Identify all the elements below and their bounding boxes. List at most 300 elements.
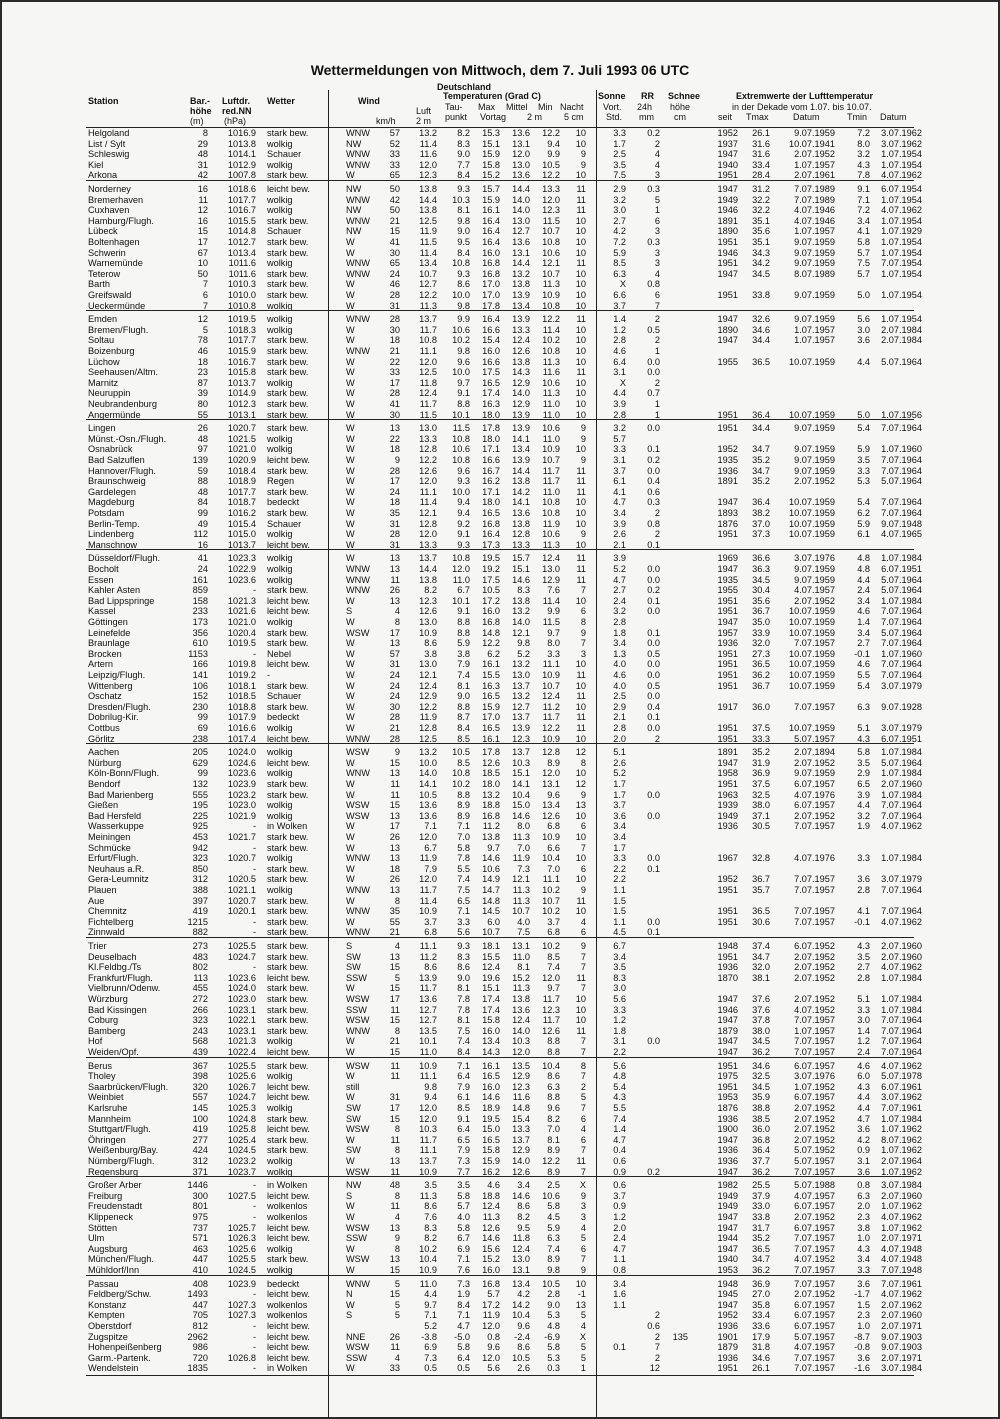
tmin-cell: 1.2 <box>857 1036 870 1047</box>
table-row <box>0 973 1000 983</box>
rr-cell: 3 <box>654 247 660 258</box>
tmin-cell: 5.3 <box>857 476 870 487</box>
wind-speed-cell: 5 <box>394 1299 400 1310</box>
taupunkt-cell: 5.9 <box>457 638 470 649</box>
datum1-cell: 10.07.1959 <box>789 617 835 627</box>
datum2-cell: 7.07.1954 <box>881 258 922 269</box>
datum1-cell: 2.07.1952 <box>794 1113 835 1124</box>
luftdruck-cell: 1023.6 <box>227 972 256 983</box>
max-cell: 18.8 <box>482 1190 500 1201</box>
rr-cell: 3 <box>654 170 660 181</box>
datum1-cell: 4.07.1946 <box>794 215 835 226</box>
luftdruck-cell: 1025.5 <box>227 1060 256 1071</box>
tmin-cell: 1.4 <box>857 1025 870 1036</box>
seit-cell: 1947 <box>717 149 738 160</box>
nacht-cell: 6 <box>580 606 586 617</box>
tmax-cell: 35.2 <box>752 455 770 465</box>
min-cell: 12.0 <box>542 768 560 779</box>
luft-cell: 12.4 <box>419 388 437 399</box>
hoehe-cell: 801 <box>192 1201 208 1212</box>
luftdruck-cell: 1018.7 <box>227 497 256 508</box>
table-row <box>0 821 1000 831</box>
datum1-cell: 2.07.1952 <box>794 476 835 487</box>
datum2-cell: 2.07.1971 <box>881 1321 922 1331</box>
mittel-cell: 14.6 <box>512 810 530 821</box>
table-row <box>0 832 1000 842</box>
min-cell: 9.9 <box>547 149 560 160</box>
station-cell: Freudenstadt <box>88 1201 143 1212</box>
tmin-cell: 5.8 <box>857 237 870 247</box>
group-divider <box>86 419 914 420</box>
wind-speed-cell: 50 <box>389 184 400 194</box>
luftdruck-cell: 1015.8 <box>227 367 256 378</box>
tmin-cell: 5.7 <box>857 247 870 258</box>
tmax-cell: 36.8 <box>752 1134 770 1145</box>
seit-cell: 1917 <box>717 701 738 712</box>
luft-cell: 8.2 <box>424 585 437 596</box>
header-luft3: (hPa) <box>224 116 247 126</box>
min-cell: 9.7 <box>547 983 560 994</box>
wind-speed-cell: 15 <box>389 800 400 811</box>
min-cell: 10.2 <box>542 885 560 895</box>
max-cell: 15.5 <box>482 951 500 962</box>
wind-speed-cell: 42 <box>389 194 400 205</box>
rr-cell: 12 <box>649 1363 660 1374</box>
nacht-cell: 5 <box>580 1310 586 1321</box>
datum2-cell: 1.07.1954 <box>881 247 922 258</box>
rr-cell: 2 <box>654 1352 660 1363</box>
rr-cell: 2 <box>654 314 660 325</box>
tmax-cell: 27.0 <box>752 1289 770 1300</box>
max-cell: 6.2 <box>487 648 500 659</box>
min-cell: 11.3 <box>542 539 560 550</box>
hoehe-cell: 568 <box>192 1036 208 1047</box>
sonne-cell: 3.3 <box>613 128 626 138</box>
nacht-cell: 7 <box>580 951 586 962</box>
hoehe-cell: 312 <box>192 874 208 885</box>
mittel-cell: 14.0 <box>512 205 530 216</box>
seit-cell: 1947 <box>717 1243 738 1254</box>
luftdruck-cell: 1016.7 <box>227 356 256 367</box>
max-cell: 10.5 <box>482 585 500 596</box>
mittel-cell: 13.4 <box>512 300 530 311</box>
datum1-cell: 4.07.1946 <box>794 205 835 216</box>
hoehe-cell: 29 <box>197 138 208 149</box>
datum1-cell: 9.07.1959 <box>794 574 835 585</box>
taupunkt-cell: 7.4 <box>457 670 470 680</box>
sonne-cell: 0.1 <box>613 1342 626 1353</box>
hoehe-cell: 161 <box>192 574 208 585</box>
luftdruck-cell: 1012.3 <box>227 399 256 409</box>
luft-cell: 10.9 <box>419 1166 437 1177</box>
hoehe-cell: 11 <box>198 194 208 205</box>
tmax-cell: 37.1 <box>752 810 770 821</box>
max-cell: 14.6 <box>482 853 500 864</box>
datum1-cell: 4.07.1952 <box>794 1254 835 1265</box>
taupunkt-cell: 7.7 <box>457 159 470 170</box>
table-row <box>0 994 1000 1004</box>
luft-cell: 9.7 <box>424 1299 437 1310</box>
seit-cell: 1947 <box>717 1047 738 1057</box>
table-row <box>0 378 1000 388</box>
wind-dir-cell: W <box>346 237 355 247</box>
max-cell: 17.4 <box>482 388 500 399</box>
nacht-cell: 10 <box>575 290 586 300</box>
luftdruck-cell: 1020.1 <box>227 906 256 917</box>
wind-dir-cell: WNW <box>346 574 370 585</box>
luft-cell: 12.7 <box>419 279 437 290</box>
taupunkt-cell: 10.6 <box>452 444 470 455</box>
wind-speed-cell: 35 <box>389 508 400 518</box>
tmax-cell: 33.8 <box>752 290 770 300</box>
wind-dir-cell: W <box>346 455 355 465</box>
wind-dir-cell: W <box>346 247 355 258</box>
min-cell: 12.3 <box>542 1004 560 1015</box>
datum1-cell: 10.07.1959 <box>789 409 835 420</box>
header-datum2: Datum <box>880 112 907 122</box>
hoehe-cell: 277 <box>192 1134 208 1145</box>
taupunkt-cell: 8.1 <box>457 983 470 994</box>
taupunkt-cell: 9.3 <box>457 941 470 951</box>
nacht-cell: -1 <box>577 1289 586 1300</box>
sonne-cell: 4.8 <box>613 1071 626 1082</box>
luft-cell: 7.1 <box>424 1310 437 1321</box>
seit-cell: 1945 <box>717 1289 738 1300</box>
tmax-cell: 33.6 <box>752 1321 770 1331</box>
header-ext-a: Extremwerte der Lufttemperatur <box>736 91 874 101</box>
luft-cell: 13.5 <box>419 1025 437 1036</box>
station-cell: Ulm <box>88 1233 105 1244</box>
header-wind: Wind <box>358 96 380 106</box>
sonne-cell: 1.7 <box>613 779 626 789</box>
seit-cell: 1948 <box>717 941 738 951</box>
hoehe-cell: 100 <box>192 1113 208 1124</box>
luft-cell: 12.2 <box>419 701 437 712</box>
min-cell: 12.6 <box>542 1025 560 1036</box>
seit-cell: 1951 <box>717 916 738 927</box>
min-cell: 11.7 <box>542 712 560 723</box>
max-cell: 17.2 <box>482 1299 500 1310</box>
datum2-cell: 3.07.1962 <box>881 128 922 138</box>
table-row <box>0 800 1000 810</box>
table-row <box>0 216 1000 226</box>
tmax-cell: 34.3 <box>752 247 770 258</box>
mittel-cell: 13.0 <box>512 159 530 170</box>
wetter-cell: stark bew. <box>267 290 309 300</box>
table-row <box>0 1071 1000 1081</box>
tmax-cell: 36.4 <box>752 497 770 508</box>
datum1-cell: 9.07.1959 <box>794 290 835 300</box>
table-row <box>0 874 1000 884</box>
datum2-cell: 1.07.1984 <box>881 853 922 864</box>
mittel-cell: 13.6 <box>512 170 530 181</box>
max-cell: 15.8 <box>482 159 500 170</box>
datum2-cell: 1.07.1954 <box>881 194 922 205</box>
datum1-cell: 2.07.1952 <box>794 1134 835 1145</box>
max-cell: 16.1 <box>482 1060 500 1071</box>
mittel-cell: 15.2 <box>512 972 530 983</box>
luft-cell: 6.8 <box>424 927 437 938</box>
min-cell: 4.8 <box>547 1321 560 1331</box>
tmax-cell: 32.6 <box>752 314 770 325</box>
sonne-cell: 4.7 <box>613 497 626 508</box>
tmin-cell: 4.2 <box>857 1134 870 1145</box>
wind-dir-cell: WNW <box>346 1278 370 1289</box>
tmin-cell: 3.6 <box>857 874 870 885</box>
luft-cell: 11.7 <box>419 983 437 994</box>
luft-cell: 12.0 <box>419 874 437 885</box>
sonne-cell: X <box>619 377 626 388</box>
luftdruck-cell: 1024.5 <box>227 1265 256 1275</box>
wetter-cell: leicht bew. <box>267 1321 310 1331</box>
station-cell: Potsdam <box>88 508 125 518</box>
hoehe-cell: 8 <box>202 128 208 138</box>
nacht-cell: 2 <box>580 1081 586 1092</box>
datum2-cell: 7.07.1964 <box>881 1047 922 1057</box>
tmin-cell: 4.6 <box>857 659 870 670</box>
wind-speed-cell: 48 <box>389 1180 400 1191</box>
sonne-cell: 6.7 <box>613 941 626 951</box>
station-cell: Konstanz <box>88 1299 127 1310</box>
datum2-cell: 2.07.1971 <box>881 1233 922 1244</box>
max-cell: 15.7 <box>482 184 500 194</box>
taupunkt-cell: 5.5 <box>457 863 470 874</box>
hoehe-cell: 300 <box>192 1190 208 1201</box>
luftdruck-cell: 1019.2 <box>227 670 256 680</box>
wind-speed-cell: 24 <box>389 268 400 279</box>
taupunkt-cell: 7.5 <box>457 885 470 895</box>
sonne-cell: 1.4 <box>613 1124 626 1135</box>
seit-cell: 1870 <box>717 972 738 983</box>
taupunkt-cell: 6.5 <box>457 1134 470 1145</box>
hoehe-cell: 705 <box>192 1310 208 1321</box>
table-row <box>0 314 1000 324</box>
datum2-cell: 8.07.1962 <box>881 1134 922 1145</box>
station-cell: Feldberg/Schw. <box>88 1289 152 1300</box>
max-cell: 17.5 <box>482 574 500 585</box>
wind-dir-cell: W <box>346 789 355 800</box>
hoehe-cell: 112 <box>193 529 208 540</box>
wetter-cell: stark bew. <box>267 1134 309 1145</box>
seit-cell: 1944 <box>717 1233 738 1244</box>
hoehe-cell: 225 <box>192 810 208 821</box>
station-cell: Gera-Leumnitz <box>88 874 149 885</box>
wetter-cell: Schauer <box>267 691 302 702</box>
luft-cell: 10.1 <box>419 1036 437 1047</box>
nacht-cell: 11 <box>576 574 586 585</box>
datum2-cell: 2.07.1960 <box>881 779 922 789</box>
seit-cell: 1936 <box>717 1352 738 1363</box>
luftdruck-cell: 1016.6 <box>227 723 256 733</box>
tmin-cell: 3.4 <box>857 215 870 226</box>
datum1-cell: 2.07.1952 <box>794 962 835 973</box>
datum1-cell: 6.07.1957 <box>794 1201 835 1212</box>
wetter-cell: bedeckt <box>267 712 300 723</box>
nacht-cell: 10 <box>575 508 586 518</box>
wind-dir-cell: W <box>346 497 355 508</box>
taupunkt-cell: 8.6 <box>457 962 470 973</box>
luftdruck-cell: 1025.6 <box>227 1071 256 1082</box>
datum2-cell: 4.07.1962 <box>881 170 922 181</box>
min-cell: 3.7 <box>547 916 560 927</box>
mittel-cell: 4.0 <box>517 916 530 927</box>
wind-dir-cell: NW <box>346 184 362 194</box>
tmax-cell: 36.5 <box>752 906 770 917</box>
header-sonne-c: Std. <box>606 112 623 122</box>
luftdruck-cell: 1024.7 <box>227 1092 256 1103</box>
max-cell: 16.8 <box>482 518 500 529</box>
station-cell: Großer Arber <box>88 1180 142 1191</box>
nacht-cell: 13 <box>575 1299 586 1310</box>
wind-dir-cell: W <box>346 433 355 444</box>
rr-cell: 0.3 <box>647 497 660 508</box>
hoehe-cell: 31 <box>197 159 208 170</box>
seit-cell: 1955 <box>717 585 738 596</box>
datum2-cell: 4.07.1948 <box>881 1254 922 1265</box>
datum1-cell: 7.07.1989 <box>794 194 835 205</box>
max-cell: 14.6 <box>482 1092 500 1103</box>
taupunkt-cell: 9.4 <box>457 497 470 508</box>
sonne-cell: 1.3 <box>613 648 626 659</box>
min-cell: 11.7 <box>542 465 560 476</box>
mittel-cell: 14.4 <box>512 465 530 476</box>
table-row <box>0 279 1000 289</box>
table-row <box>0 335 1000 345</box>
tmin-cell: 2.0 <box>857 1201 870 1212</box>
rr-cell: 0.2 <box>647 455 660 465</box>
taupunkt-cell: 8.3 <box>457 138 470 149</box>
wind-speed-cell: 31 <box>389 518 400 529</box>
max-cell: 16.0 <box>482 247 500 258</box>
station-cell: Münst.-Osn./Flugh. <box>88 433 167 444</box>
station-cell: Schleswig <box>88 149 130 160</box>
sonne-cell: 2.7 <box>613 215 626 226</box>
max-cell: 17.4 <box>482 1004 500 1015</box>
wind-dir-cell: W <box>346 356 355 367</box>
taupunkt-cell: 8.1 <box>457 680 470 691</box>
datum2-cell: 5.07.1978 <box>881 1071 922 1082</box>
seit-cell: 1876 <box>717 518 738 529</box>
luftdruck-cell: - <box>252 585 256 596</box>
taupunkt-cell: 9.7 <box>457 377 470 388</box>
nacht-cell: 7 <box>580 962 586 973</box>
station-cell: Greifswald <box>88 290 132 300</box>
wetter-cell: stark bew. <box>267 356 309 367</box>
wetter-cell: wolkig <box>267 574 293 585</box>
nacht-cell: 10 <box>575 810 586 821</box>
hoehe-cell: 132 <box>192 779 208 789</box>
table-row <box>0 160 1000 170</box>
datum1-cell: 5.07.1957 <box>794 1156 835 1166</box>
sonne-cell: 3.0 <box>613 205 626 216</box>
hoehe-cell: 55 <box>197 409 208 420</box>
sonne-cell: 0.8 <box>613 1265 626 1275</box>
mittel-cell: 13.9 <box>512 723 530 733</box>
luft-cell: 11.7 <box>419 1134 437 1145</box>
taupunkt-cell: 6.7 <box>457 585 470 596</box>
min-cell: 12.2 <box>542 314 560 325</box>
nacht-cell: 9 <box>580 789 586 800</box>
nacht-cell: 12 <box>575 747 586 758</box>
table-bottom-rule <box>86 1375 914 1376</box>
taupunkt-cell: 7.3 <box>457 1278 470 1289</box>
taupunkt-cell: 10.3 <box>452 194 470 205</box>
datum2-cell: 7.07.1964 <box>881 638 922 649</box>
min-cell: 12.2 <box>542 1156 560 1166</box>
wetter-cell: stark bew. <box>267 962 309 973</box>
table-row <box>0 941 1000 951</box>
tmin-cell: 5.9 <box>857 444 870 455</box>
datum2-cell: 7.07.1964 <box>881 670 922 680</box>
taupunkt-cell: 8.8 <box>457 789 470 800</box>
nacht-cell: 10 <box>575 409 586 420</box>
taupunkt-cell: 11.5 <box>452 423 470 434</box>
wind-dir-cell: SW <box>346 1113 361 1124</box>
wetter-cell: stark bew. <box>267 994 309 1004</box>
seit-cell: 1975 <box>717 1071 738 1082</box>
taupunkt-cell: 9.0 <box>457 149 470 160</box>
max-cell: 18.8 <box>482 800 500 811</box>
luftdruck-cell: 1022.9 <box>227 564 256 574</box>
taupunkt-cell: 4.7 <box>457 1321 470 1331</box>
tmin-cell: 7.2 <box>857 128 870 138</box>
rr-cell: 1 <box>654 346 660 356</box>
luftdruck-cell: 1017.9 <box>227 712 256 723</box>
tmin-cell: 3.2 <box>857 149 870 160</box>
max-cell: 15.0 <box>482 1124 500 1135</box>
datum2-cell: 7.07.1964 <box>881 455 922 465</box>
min-cell: 9.9 <box>547 606 560 617</box>
sonne-cell: 3.9 <box>613 553 626 564</box>
nacht-cell: 10 <box>575 1278 586 1289</box>
max-cell: 11.9 <box>482 1310 500 1321</box>
hoehe-cell: 555 <box>192 789 208 800</box>
luftdruck-cell: 1025.5 <box>227 1254 256 1265</box>
max-cell: 16.0 <box>482 346 500 356</box>
wind-speed-cell: 4 <box>394 1352 400 1363</box>
nacht-cell: 6 <box>580 927 586 938</box>
sonne-cell: 3.4 <box>613 951 626 962</box>
wind-dir-cell: W <box>346 1156 355 1166</box>
datum2-cell: 7.07.1961 <box>881 1103 922 1113</box>
datum2-cell: 3.07.1962 <box>881 138 922 149</box>
taupunkt-cell: 6.7 <box>457 1233 470 1244</box>
luft-cell: 11.9 <box>419 712 437 723</box>
tmin-cell: 4.3 <box>857 159 870 170</box>
luft-cell: 8.3 <box>424 1222 437 1233</box>
max-cell: 17.1 <box>482 486 500 497</box>
nacht-cell: 11 <box>576 723 586 733</box>
tmax-cell: 37.7 <box>752 1156 770 1166</box>
max-cell: 16.0 <box>482 1081 500 1092</box>
station-cell: Mühldorf/Inn <box>88 1265 140 1275</box>
max-cell: 16.0 <box>482 1265 500 1275</box>
nacht-cell: X <box>579 1331 586 1342</box>
nacht-cell: 6 <box>580 1243 586 1254</box>
datum2-cell: 4.07.1962 <box>881 916 922 927</box>
hoehe-cell: 24 <box>197 564 208 574</box>
station-cell: Görlitz <box>88 733 115 744</box>
wind-dir-cell: WNW <box>346 346 370 356</box>
table-row <box>0 1191 1000 1201</box>
luft-cell: 11.7 <box>419 324 437 335</box>
luft-cell: 14.4 <box>419 564 437 574</box>
taupunkt-cell: 5.8 <box>457 1342 470 1353</box>
datum1-cell: 10.07.1959 <box>789 518 835 529</box>
wind-dir-cell: W <box>346 170 355 181</box>
wind-dir-cell: W <box>346 1243 355 1254</box>
nacht-cell: 9 <box>580 885 586 895</box>
